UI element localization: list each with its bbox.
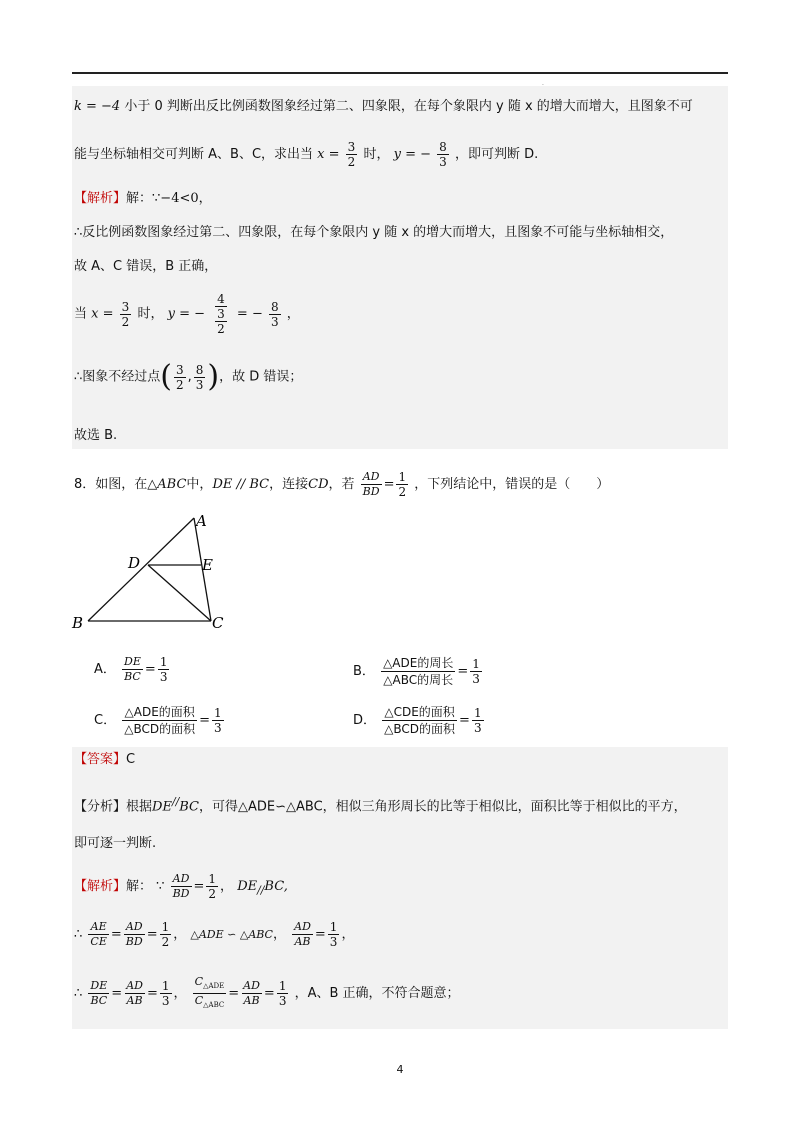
num: DE	[124, 655, 141, 668]
num: DE	[90, 979, 108, 993]
x-eq: x =	[91, 306, 114, 322]
eq: =	[457, 664, 469, 679]
fraction-3-2	[120, 300, 132, 329]
den: 3	[439, 155, 447, 169]
fraction-8-3	[269, 300, 281, 329]
text: ，	[173, 986, 187, 1002]
den: 2	[121, 314, 130, 329]
fraction-1-3	[277, 979, 289, 1008]
eq: =	[144, 662, 156, 677]
rhs	[472, 706, 484, 735]
ratio-ae-ce	[88, 920, 108, 949]
num: 1	[473, 706, 482, 720]
paren-close: )	[207, 359, 220, 394]
fraction-1-2	[396, 470, 408, 499]
den: CE	[90, 935, 107, 948]
eq: =	[228, 986, 240, 1002]
y-eq: y = −	[167, 306, 205, 322]
label-c: C	[212, 614, 224, 632]
den: AB	[243, 994, 260, 1008]
solution1-line-6: 故选 B.	[74, 428, 118, 443]
text: ，连接	[269, 477, 309, 492]
text: ，	[341, 927, 355, 942]
eq: =	[110, 927, 122, 942]
lhs	[381, 655, 455, 688]
ratio-ad-bd	[171, 872, 192, 901]
text: ，下列结论中，错误的是（ ）	[414, 477, 610, 492]
text: ，A、B 正确，不符合题意；	[294, 986, 460, 1002]
num: 8	[439, 140, 447, 154]
triangle-figure	[60, 508, 240, 638]
num	[193, 975, 227, 993]
text: ，	[286, 306, 300, 322]
compound-fraction	[211, 292, 231, 336]
text: 解：	[126, 879, 153, 894]
num: AD	[126, 979, 143, 993]
lhs	[122, 704, 197, 737]
eq: =	[383, 477, 395, 492]
rhs	[212, 706, 224, 735]
den: AB	[126, 994, 143, 1008]
intro-text-2: 能与坐标轴相交可判断 A、B、C，求出当	[74, 147, 314, 162]
num: △CDE的面积	[384, 705, 455, 719]
num: AD	[125, 920, 143, 933]
triangle: △ABC	[147, 477, 187, 492]
text: 时，	[363, 147, 390, 162]
parallel-sign: //	[257, 883, 265, 897]
solution1-line-2: ∴反比例函数图象经过第二、四象限，在每个象限内 y 随 x 的增大而增大，且图象不可能与坐标轴相交，	[74, 225, 674, 240]
text: 当	[74, 306, 88, 322]
analysis-line-1	[74, 792, 687, 817]
num: 1	[472, 657, 480, 671]
den: 3	[278, 994, 287, 1009]
eq: =	[146, 986, 158, 1002]
cd: CD	[308, 477, 329, 492]
similarity: △ADE ∽ △ABC	[190, 928, 273, 941]
label-e: E	[202, 556, 213, 574]
num: 3	[176, 362, 184, 377]
ratio-ad-bd	[124, 920, 145, 949]
num: 8	[195, 362, 204, 377]
text: ，即可判断 D.	[454, 147, 539, 162]
solution2-line-1	[74, 872, 288, 905]
ratio-ad-ab	[241, 979, 262, 1008]
eq-minus: = −	[236, 306, 263, 322]
analysis-tag: 【解析】	[74, 191, 127, 206]
num: AD	[294, 920, 311, 933]
side-ab	[88, 518, 194, 621]
den: 2	[347, 155, 356, 169]
option-b[interactable]	[353, 655, 484, 688]
den: BC	[90, 994, 108, 1008]
intro-text-1: 小于 0 判断出反比例函数图象经过第二、四象限，在每个象限内 y 随 x 的增大而增大，且图象不可	[124, 99, 693, 114]
eq: =	[111, 986, 123, 1002]
fraction-1-3	[160, 979, 172, 1008]
c: C	[194, 975, 204, 988]
num: △ADE的周长	[383, 656, 454, 670]
text: ，	[272, 927, 286, 942]
num: 1	[278, 979, 287, 994]
den: 3	[270, 314, 279, 329]
num: 4	[217, 292, 225, 306]
inner-fraction	[215, 292, 227, 321]
eq: =	[459, 713, 470, 728]
k-equation: k = −4	[74, 99, 121, 114]
option-c[interactable]	[94, 704, 226, 737]
intro-line-2	[74, 140, 538, 169]
num: 1	[161, 979, 170, 994]
eq: =	[199, 713, 210, 728]
den: BD	[362, 485, 380, 498]
den: 2	[208, 887, 217, 901]
den: BC	[124, 670, 141, 683]
intro-line-1	[74, 97, 693, 117]
den: AB	[294, 935, 311, 948]
lhs	[382, 704, 457, 737]
therefore: ∴	[74, 986, 83, 1002]
text: ，	[198, 191, 212, 206]
num: 3	[121, 299, 130, 314]
num: AE	[90, 920, 107, 933]
den: 3	[161, 994, 170, 1009]
answer-value: C	[126, 752, 136, 767]
analysis-tag: 【解析】	[74, 879, 127, 894]
den: 3	[472, 672, 480, 686]
num: 1	[161, 920, 170, 934]
condition: −4<0	[160, 191, 199, 206]
den: 3	[473, 721, 482, 735]
ratio-ad-ab	[124, 979, 145, 1008]
header-mark: .	[542, 80, 544, 87]
fraction-8-3	[194, 363, 206, 392]
solution2-line-2	[74, 920, 354, 949]
text: 时，	[137, 306, 164, 322]
text: ，故 D 错误；	[219, 369, 303, 385]
num: AD	[243, 979, 260, 993]
label-a: A	[196, 512, 207, 530]
header-rule	[72, 72, 728, 74]
num: 1	[159, 655, 168, 669]
text: ，可得△ADE∽△ABC，相似三角形周长的比等于相似比，面积比等于相似比的平方，	[199, 799, 687, 815]
eq: =	[314, 927, 326, 942]
bc: BC,	[264, 879, 288, 894]
den: 3	[217, 307, 225, 321]
den: 2	[161, 935, 170, 949]
lhs	[122, 655, 143, 684]
page-number: 4	[396, 1063, 404, 1076]
den: BD	[172, 887, 190, 900]
bc: BC	[179, 799, 199, 815]
analysis-tag: 【分析】	[74, 799, 127, 815]
num: AD	[362, 470, 380, 483]
rhs	[158, 655, 170, 684]
option-label: C．	[94, 713, 117, 728]
ratio-de-bc	[88, 979, 109, 1008]
den: △BCD的面积	[384, 722, 456, 736]
num: 8	[270, 299, 279, 314]
den: 3	[195, 377, 204, 392]
fraction-8-3	[437, 140, 449, 169]
because: ∵	[156, 879, 165, 894]
solution1-line-4	[74, 292, 300, 336]
option-label: D．	[353, 713, 377, 728]
parallel: DE // BC	[212, 477, 270, 492]
question-8	[74, 470, 609, 499]
num: 1	[214, 706, 222, 720]
y-eq: y = −	[393, 147, 432, 162]
text: 8．如图，在	[74, 477, 148, 492]
num: AD	[172, 872, 190, 885]
answer-line	[74, 750, 135, 770]
ratio-ad-ab	[292, 920, 313, 949]
num: 1	[329, 920, 338, 934]
text: ，若	[328, 477, 355, 492]
text: ∴图象不经过点	[74, 369, 161, 385]
label-b: B	[72, 614, 84, 632]
fraction-3-2	[174, 363, 186, 392]
fraction-1-2	[206, 872, 218, 901]
paren-open: (	[160, 359, 172, 394]
den	[193, 993, 227, 1012]
option-label: B．	[353, 664, 375, 679]
den: BD	[125, 935, 143, 948]
fraction-3-2	[346, 140, 358, 169]
num	[211, 292, 231, 321]
solution1-line-1	[74, 189, 212, 209]
solution1-line-3: 故 A、C 错误，B 正确，	[74, 259, 218, 274]
fraction-1-2	[160, 920, 172, 949]
option-d[interactable]	[353, 704, 486, 737]
solution1-line-5: ∴图象不经过点( $\frac{3}{2}$ , $\frac{8}{3}$ )，故 D 错误；	[74, 359, 303, 394]
den: 3	[159, 670, 168, 684]
solution2-line-3	[74, 975, 460, 1012]
den: 2	[398, 485, 407, 499]
rhs	[470, 657, 482, 686]
ratio-ad-bd	[361, 470, 382, 499]
num: △ADE的面积	[124, 705, 195, 719]
den: 2	[217, 322, 225, 336]
den: 2	[176, 377, 184, 392]
analysis-line-2: 即可逐一判断.	[74, 836, 157, 851]
c: C	[194, 994, 204, 1008]
eq: =	[146, 927, 158, 942]
text: 中，	[186, 477, 213, 492]
den: 3	[329, 935, 338, 949]
x-eq: x =	[317, 147, 340, 162]
text: 解：∵	[126, 191, 161, 206]
eq: =	[193, 879, 205, 894]
parallel-sign: //	[171, 795, 180, 808]
text: 根据	[126, 799, 153, 815]
text: ，	[220, 879, 234, 894]
den: 3	[214, 721, 222, 735]
den: △BCD的面积	[124, 722, 196, 736]
answer-tag: 【答案】	[74, 752, 127, 767]
de: DE	[152, 799, 172, 815]
den: △ABC的周长	[383, 673, 454, 687]
sub: △ABC	[203, 1001, 225, 1010]
therefore: ∴	[74, 927, 83, 942]
sub: △ADE	[203, 982, 225, 991]
option-label: A．	[94, 662, 116, 677]
label-d: D	[128, 554, 141, 572]
eq: =	[263, 986, 275, 1002]
fraction-1-3	[328, 920, 340, 949]
num: 1	[398, 470, 407, 484]
num: 3	[347, 140, 356, 154]
text: ，	[173, 927, 187, 942]
option-a[interactable]	[94, 655, 171, 684]
num: 1	[208, 872, 217, 886]
de: DE	[237, 879, 258, 894]
perimeter-ratio	[193, 975, 227, 1012]
